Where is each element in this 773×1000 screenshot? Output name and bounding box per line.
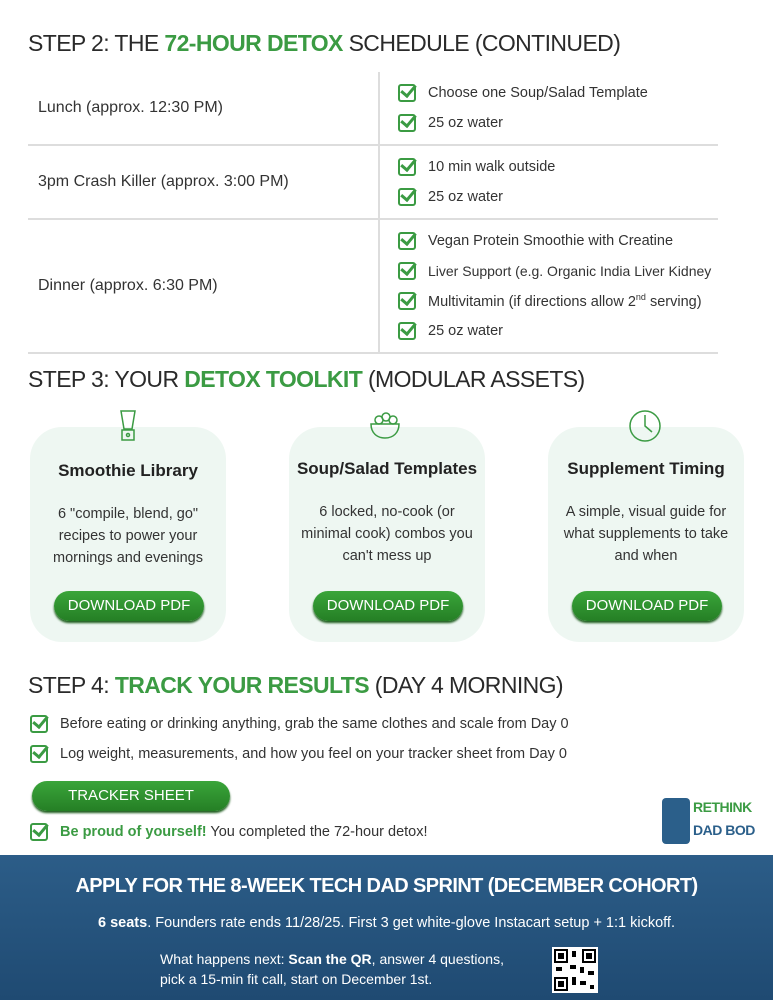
checkbox-icon [398,158,416,176]
download-pdf-button[interactable]: DOWNLOAD PDF [54,591,204,621]
checkbox-icon [30,715,48,733]
checkbox-icon [398,322,416,340]
table-row [28,219,718,353]
blender-icon [110,408,146,444]
footer-offer: 6 seats. Founders rate ends 11/28/25. First 3 get white-glove Instacart setup + 1:1 kickoff. [98,915,675,931]
check-item: Liver Support (e.g. Organic India Liver Kidney [398,256,718,286]
checkbox-icon [398,188,416,206]
check-item: 25 oz water [398,182,718,212]
rethink-dad-bod-logo: RETHINK DAD BOD [662,796,758,846]
check-item: 25 oz water [398,108,718,138]
check-item: Multivitamin (if directions allow 2nd serving) [398,286,718,316]
table-row [28,72,718,145]
checkbox-icon [398,232,416,250]
schedule-table [28,72,718,354]
checkbox-icon [30,823,48,841]
step4-heading: STEP 4: TRACK YOUR RESULTS (DAY 4 MORNING) [28,672,563,698]
toolkit-card-smoothie: Smoothie Library 6 "compile, blend, go" recipes to power your mornings and evenings DOWNLOAD PDF [30,427,226,642]
row-label: Dinner (approx. 6:30 PM) [28,219,379,353]
table-row [28,145,718,219]
footer-banner [0,855,773,1000]
checkbox-icon [398,262,416,280]
check-item: 10 min walk outside [398,152,718,182]
clock-icon [627,408,663,444]
salad-bowl-icon [367,408,403,444]
step3-heading: STEP 3: YOUR DETOX TOOLKIT (MODULAR ASSETS) [28,366,585,392]
tracker-sheet-button[interactable]: TRACKER SHEET [32,781,230,811]
footer-title: APPLY FOR THE 8-WEEK TECH DAD SPRINT (DECEMBER COHORT) [75,875,698,897]
checkbox-icon [398,84,416,102]
download-pdf-button[interactable]: DOWNLOAD PDF [313,591,463,621]
row-label: 3pm Crash Killer (approx. 3:00 PM) [28,145,379,219]
check-item: Log weight, measurements, and how you feel on your tracker sheet from Day 0 [30,739,650,769]
step2-heading: STEP 2: THE 72-HOUR DETOX SCHEDULE (CONTINUED) [28,30,621,56]
download-pdf-button[interactable]: DOWNLOAD PDF [572,591,722,621]
checkbox-icon [398,292,416,310]
toolkit-card-soup-salad: Soup/Salad Templates 6 locked, no-cook (or minimal cook) combos you can't mess up DOWNLOAD PDF [289,427,485,642]
checkbox-icon [398,114,416,132]
footer-next-steps: What happens next: Scan the QR, answer 4 questions, pick a 15-min fit call, start on December 1st. [160,951,504,987]
check-item: Vegan Protein Smoothie with Creatine [398,226,718,256]
check-item: 25 oz water [398,316,718,346]
proud-message: Be proud of yourself! You completed the 72-hour detox! [30,817,650,847]
check-item: Choose one Soup/Salad Template [398,78,718,108]
qr-code[interactable] [552,947,598,993]
row-label: Lunch (approx. 12:30 PM) [28,72,379,145]
checkbox-icon [30,745,48,763]
toolkit-card-supplement: Supplement Timing A simple, visual guide for what supplements to take and when DOWNLOAD PDF [548,427,744,642]
check-item: Before eating or drinking anything, grab the same clothes and scale from Day 0 [30,709,650,739]
